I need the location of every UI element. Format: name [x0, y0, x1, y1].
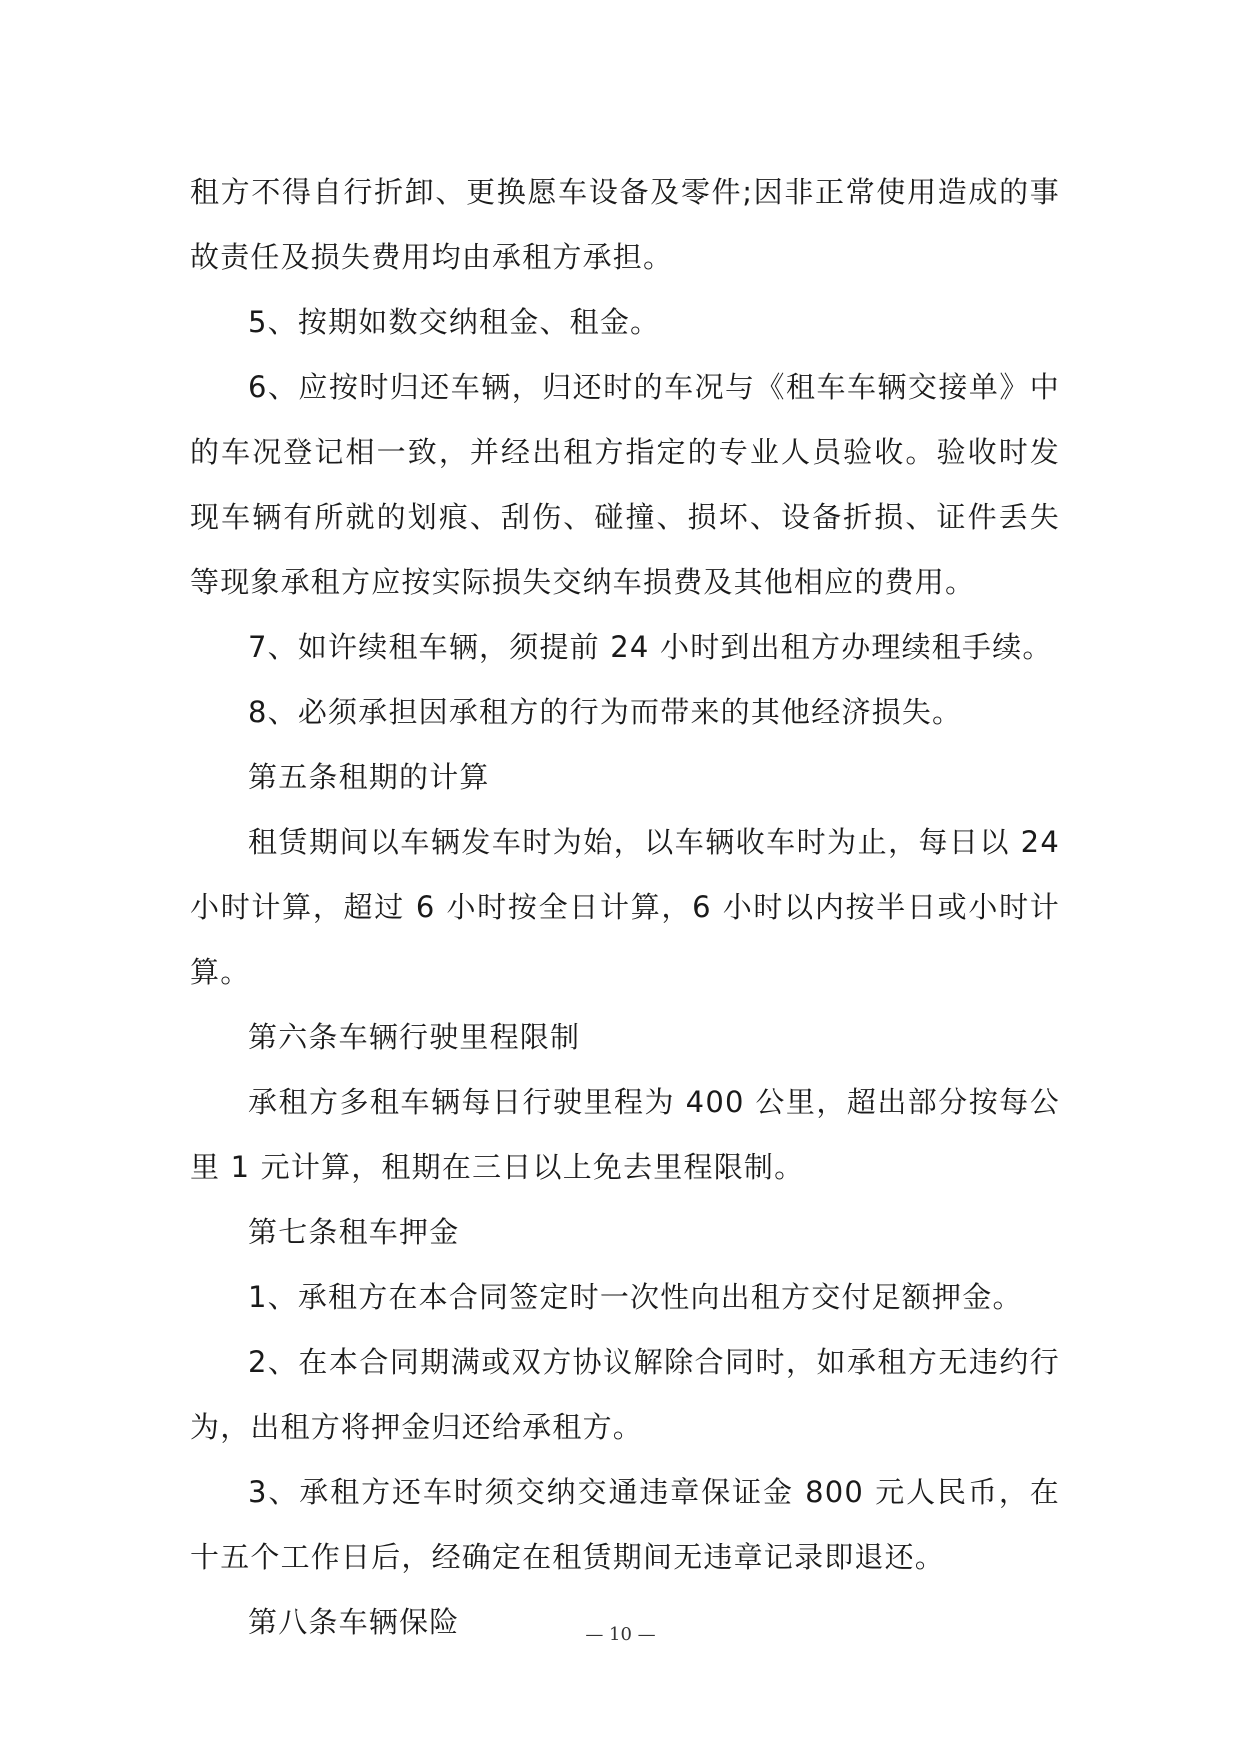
paragraph: 3、承租方还车时须交纳交通违章保证金 800 元人民币，在十五个工作日后，经确定在租赁期间无违章记录即退还。 — [190, 1475, 1060, 1574]
paragraph: 6、应按时归还车辆，归还时的车况与《租车车辆交接单》中的车况登记相一致，并经出租方指定的专业人员验收。验收时发现车辆有所就的划痕、刮伤、碰撞、损坏、设备折损、证件丢失等现象承租方应按实际损失交纳车损费及其他相应的费用。 — [190, 370, 1060, 599]
paragraph: 8、必须承担因承租方的行为而带来的其他经济损失。 — [248, 695, 963, 729]
paragraph: 租赁期间以车辆发车时为始，以车辆收车时为止，每日以 24 小时计算，超过 6 小时按全日计算，6 小时以内按半日或小时计算。 — [190, 825, 1060, 989]
document-body — [190, 160, 1060, 1655]
paragraph: 2、在本合同期满或双方协议解除合同时，如承租方无违约行为，出租方将押金归还给承租方。 — [190, 1345, 1060, 1444]
paragraph: 租方不得自行折卸、更换愿车设备及零件;因非正常使用造成的事故责任及损失费用均由承租方承担。 — [190, 175, 1060, 274]
section-heading: 第六条车辆行驶里程限制 — [248, 1020, 581, 1054]
page-number: — 10 — — [585, 1624, 656, 1645]
paragraph: 7、如许续租车辆，须提前 24 小时到出租方办理续租手续。 — [248, 630, 1053, 664]
paragraph: 5、按期如数交纳租金、租金。 — [248, 305, 661, 339]
section-heading: 第七条租车押金 — [248, 1215, 460, 1249]
section-heading: 第八条车辆保险 — [248, 1605, 460, 1639]
paragraph: 1、承租方在本合同签定时一次性向出租方交付足额押金。 — [248, 1280, 1023, 1314]
paragraph: 承租方多租车辆每日行驶里程为 400 公里，超出部分按每公里 1 元计算，租期在三日以上免去里程限制。 — [190, 1085, 1060, 1184]
section-heading: 第五条租期的计算 — [248, 760, 490, 794]
